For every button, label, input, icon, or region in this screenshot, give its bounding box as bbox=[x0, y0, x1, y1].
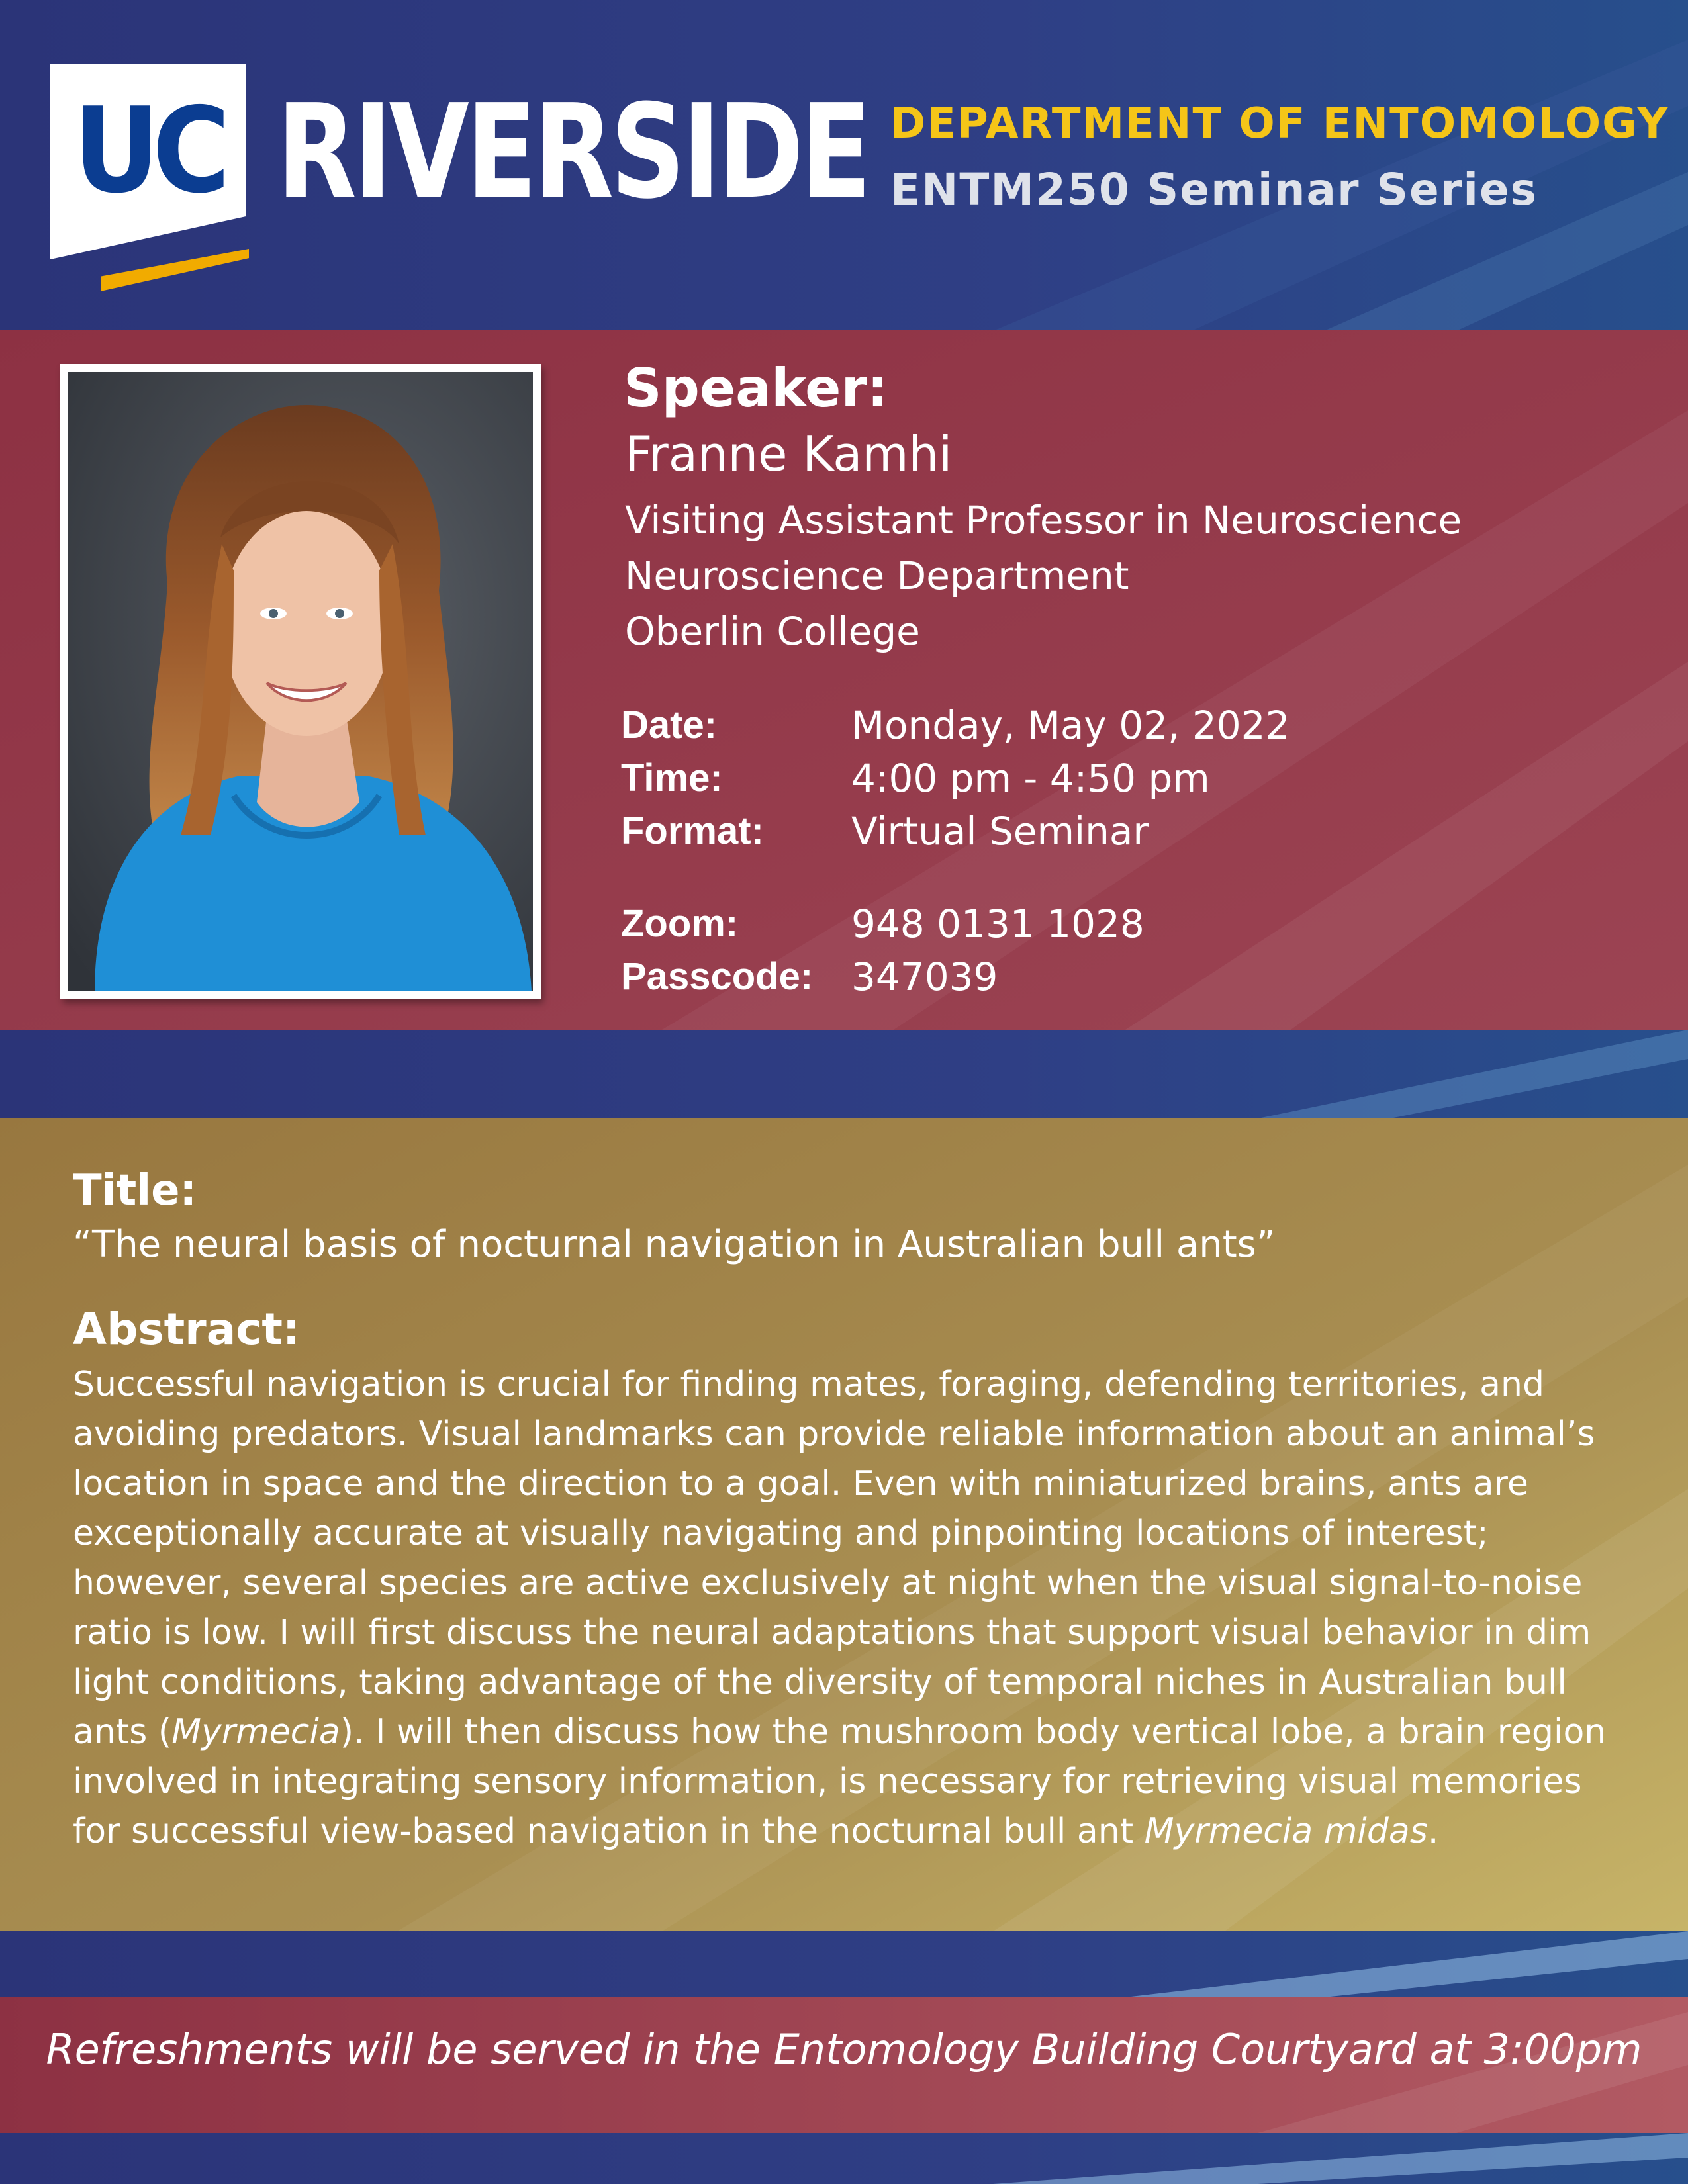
zoom-label: Zoom: bbox=[621, 902, 739, 945]
speaker-photo bbox=[68, 372, 533, 991]
abstract-species-genus: Myrmecia bbox=[171, 1712, 340, 1752]
date-label: Date: bbox=[621, 704, 718, 747]
passcode-value: 347039 bbox=[851, 954, 998, 999]
speaker-institution: Oberlin College bbox=[625, 609, 920, 654]
zoom-id: 948 0131 1028 bbox=[851, 901, 1145, 946]
refreshments-note: Refreshments will be served in the Entomology Building Courtyard at 3:00pm bbox=[46, 2025, 1642, 2073]
abstract-part-1: Successful navigation is crucial for finding mates, foraging, defending territories, and avoiding predators. Visual landmarks can provide reliable information about an animal’s location in space and the direction to a goal. Even with miniaturized brains, ants are exceptionally accurate at visually navigating and pinpointing locations of interest; however, several species are active exclusively at night when the visual signal-to-noise ratio is low. I will first discuss the neural adaptations that support visual behavior in dim light conditions, taking advantage of the diversity of temporal niches in Australian bull ants ( bbox=[73, 1365, 1595, 1752]
abstract-species-name: Myrmecia midas bbox=[1144, 1811, 1428, 1851]
abstract-text bbox=[73, 1360, 1622, 1856]
date-value: Monday, May 02, 2022 bbox=[851, 703, 1290, 748]
abstract-label: Abstract: bbox=[73, 1304, 301, 1355]
speaker-photo-frame bbox=[60, 364, 541, 999]
logo-riverside-text: RIVERSIDE bbox=[277, 77, 868, 228]
talk-title: “The neural basis of nocturnal navigation in Australian bull ants” bbox=[73, 1223, 1276, 1266]
speaker-position: Visiting Assistant Professor in Neuroscience bbox=[625, 498, 1462, 543]
format-value: Virtual Seminar bbox=[851, 809, 1149, 854]
abstract-part-2: ). I will then discuss how the mushroom body vertical lobe, a brain region involved in integrating sensory information, is necessary for retrieving visual memories for successful view-based navigation in the nocturnal bull ant bbox=[73, 1712, 1607, 1851]
abstract-part-3: . bbox=[1427, 1811, 1439, 1851]
speaker-name: Franne Kamhi bbox=[625, 426, 953, 482]
department-name: DEPARTMENT OF ENTOMOLOGY bbox=[890, 99, 1669, 148]
seminar-series-name: ENTM250 Seminar Series bbox=[890, 164, 1538, 215]
speaker-department: Neuroscience Department bbox=[625, 553, 1129, 598]
time-value: 4:00 pm - 4:50 pm bbox=[851, 756, 1210, 801]
speaker-label: Speaker: bbox=[624, 357, 888, 419]
time-label: Time: bbox=[621, 756, 723, 799]
logo-uc-text: UC bbox=[73, 82, 224, 219]
passcode-label: Passcode: bbox=[621, 955, 814, 998]
format-label: Format: bbox=[621, 809, 764, 852]
title-label: Title: bbox=[73, 1166, 197, 1215]
